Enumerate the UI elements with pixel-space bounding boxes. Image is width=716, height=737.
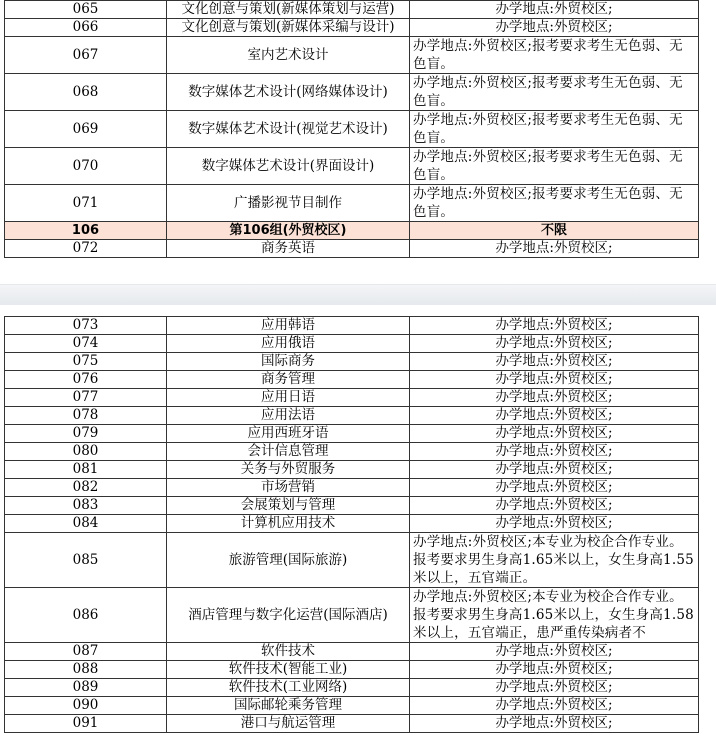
program-code-cell: 081 <box>5 461 167 479</box>
table-row <box>5 148 699 185</box>
note-cell: 办学地点:外贸校区; <box>410 425 699 443</box>
table-section-bottom <box>4 316 698 733</box>
major-name-cell: 酒店管理与数字化运营(国际酒店) <box>167 588 410 643</box>
program-code-cell: 070 <box>5 148 167 185</box>
note-cell: 办学地点:外贸校区; <box>410 407 699 425</box>
major-name-cell: 第106组(外贸校区) <box>167 222 410 240</box>
table-row <box>5 533 699 588</box>
note-cell: 办学地点:外贸校区;报考要求考生无色弱、无色盲。 <box>410 185 699 222</box>
table-row <box>5 37 699 74</box>
program-code-cell: 089 <box>5 679 167 697</box>
table-row <box>5 497 699 515</box>
program-code-cell: 066 <box>5 19 167 37</box>
admission-table-bottom <box>4 316 699 733</box>
table-row <box>5 425 699 443</box>
program-code-cell: 083 <box>5 497 167 515</box>
major-name-cell: 文化创意与策划(新媒体策划与运营) <box>167 1 410 19</box>
program-code-cell: 075 <box>5 353 167 371</box>
table-row <box>5 461 699 479</box>
program-code-cell: 078 <box>5 407 167 425</box>
note-cell: 办学地点:外贸校区; <box>410 643 699 661</box>
table-row <box>5 1 699 19</box>
program-code-cell: 077 <box>5 389 167 407</box>
note-cell: 办学地点:外贸校区; <box>410 715 699 733</box>
table-section-top <box>4 0 698 258</box>
major-name-cell: 软件技术 <box>167 643 410 661</box>
table-row <box>5 407 699 425</box>
table-row <box>5 715 699 733</box>
program-code-cell: 073 <box>5 317 167 335</box>
program-code-cell: 072 <box>5 240 167 258</box>
major-name-cell: 市场营销 <box>167 479 410 497</box>
note-cell: 办学地点:外贸校区; <box>410 661 699 679</box>
program-code-cell: 080 <box>5 443 167 461</box>
major-name-cell: 数字媒体艺术设计(网络媒体设计) <box>167 74 410 111</box>
note-cell: 办学地点:外贸校区; <box>410 335 699 353</box>
note-cell: 办学地点:外贸校区; <box>410 240 699 258</box>
program-code-cell: 090 <box>5 697 167 715</box>
table-row <box>5 74 699 111</box>
major-name-cell: 商务英语 <box>167 240 410 258</box>
table-row <box>5 389 699 407</box>
table-row <box>5 240 699 258</box>
program-code-cell: 068 <box>5 74 167 111</box>
major-name-cell: 数字媒体艺术设计(视觉艺术设计) <box>167 111 410 148</box>
admission-table-top <box>4 0 699 258</box>
note-cell: 办学地点:外贸校区; <box>410 1 699 19</box>
note-cell: 办学地点:外贸校区;报考要求考生无色弱、无色盲。 <box>410 74 699 111</box>
program-code-cell: 084 <box>5 515 167 533</box>
major-name-cell: 应用俄语 <box>167 335 410 353</box>
major-name-cell: 港口与航运管理 <box>167 715 410 733</box>
table-row <box>5 643 699 661</box>
table-row <box>5 588 699 643</box>
table-row <box>5 335 699 353</box>
table-row <box>5 19 699 37</box>
program-code-cell: 082 <box>5 479 167 497</box>
program-code-cell: 106 <box>5 222 167 240</box>
major-name-cell: 应用日语 <box>167 389 410 407</box>
program-code-cell: 071 <box>5 185 167 222</box>
note-cell: 办学地点:外贸校区; <box>410 19 699 37</box>
note-cell: 不限 <box>410 222 699 240</box>
note-cell: 办学地点:外贸校区; <box>410 679 699 697</box>
note-cell: 办学地点:外贸校区;本专业为校企合作专业。报考要求男生身高1.65米以上，女生身高1.55米以上，五官端正。 <box>410 533 699 588</box>
major-name-cell: 软件技术(工业网络) <box>167 679 410 697</box>
program-code-cell: 065 <box>5 1 167 19</box>
program-code-cell: 069 <box>5 111 167 148</box>
note-cell: 办学地点:外贸校区; <box>410 479 699 497</box>
table-row <box>5 317 699 335</box>
major-name-cell: 计算机应用技术 <box>167 515 410 533</box>
major-name-cell: 数字媒体艺术设计(界面设计) <box>167 148 410 185</box>
major-name-cell: 室内艺术设计 <box>167 37 410 74</box>
page-separator <box>0 284 716 305</box>
note-cell: 办学地点:外贸校区; <box>410 389 699 407</box>
note-cell: 办学地点:外贸校区; <box>410 317 699 335</box>
program-code-cell: 087 <box>5 643 167 661</box>
major-name-cell: 关务与外贸服务 <box>167 461 410 479</box>
major-name-cell: 商务管理 <box>167 371 410 389</box>
program-code-cell: 085 <box>5 533 167 588</box>
program-code-cell: 076 <box>5 371 167 389</box>
table-row <box>5 111 699 148</box>
major-name-cell: 会计信息管理 <box>167 443 410 461</box>
table-row <box>5 443 699 461</box>
note-cell: 办学地点:外贸校区;报考要求考生无色弱、无色盲。 <box>410 111 699 148</box>
table-row <box>5 185 699 222</box>
note-cell: 办学地点:外贸校区; <box>410 443 699 461</box>
program-code-cell: 086 <box>5 588 167 643</box>
major-name-cell: 应用西班牙语 <box>167 425 410 443</box>
table-row <box>5 515 699 533</box>
major-name-cell: 文化创意与策划(新媒体采编与设计) <box>167 19 410 37</box>
program-code-cell: 074 <box>5 335 167 353</box>
note-cell: 办学地点:外贸校区; <box>410 497 699 515</box>
group-row <box>5 222 699 240</box>
major-name-cell: 国际商务 <box>167 353 410 371</box>
major-name-cell: 国际邮轮乘务管理 <box>167 697 410 715</box>
program-code-cell: 067 <box>5 37 167 74</box>
table-row <box>5 479 699 497</box>
note-cell: 办学地点:外贸校区;报考要求考生无色弱、无色盲。 <box>410 37 699 74</box>
table-row <box>5 679 699 697</box>
table-row <box>5 371 699 389</box>
program-code-cell: 091 <box>5 715 167 733</box>
major-name-cell: 应用法语 <box>167 407 410 425</box>
note-cell: 办学地点:外贸校区; <box>410 353 699 371</box>
major-name-cell: 软件技术(智能工业) <box>167 661 410 679</box>
table-row <box>5 353 699 371</box>
table-row <box>5 697 699 715</box>
note-cell: 办学地点:外贸校区; <box>410 515 699 533</box>
note-cell: 办学地点:外贸校区; <box>410 697 699 715</box>
major-name-cell: 广播影视节目制作 <box>167 185 410 222</box>
program-code-cell: 088 <box>5 661 167 679</box>
major-name-cell: 应用韩语 <box>167 317 410 335</box>
note-cell: 办学地点:外贸校区; <box>410 371 699 389</box>
note-cell: 办学地点:外贸校区;报考要求考生无色弱、无色盲。 <box>410 148 699 185</box>
major-name-cell: 旅游管理(国际旅游) <box>167 533 410 588</box>
major-name-cell: 会展策划与管理 <box>167 497 410 515</box>
table-row <box>5 661 699 679</box>
note-cell: 办学地点:外贸校区; <box>410 461 699 479</box>
note-cell: 办学地点:外贸校区;本专业为校企合作专业。报考要求男生身高1.65米以上，女生身高1.58米以上，五官端正，患严重传染病者不 <box>410 588 699 643</box>
program-code-cell: 079 <box>5 425 167 443</box>
